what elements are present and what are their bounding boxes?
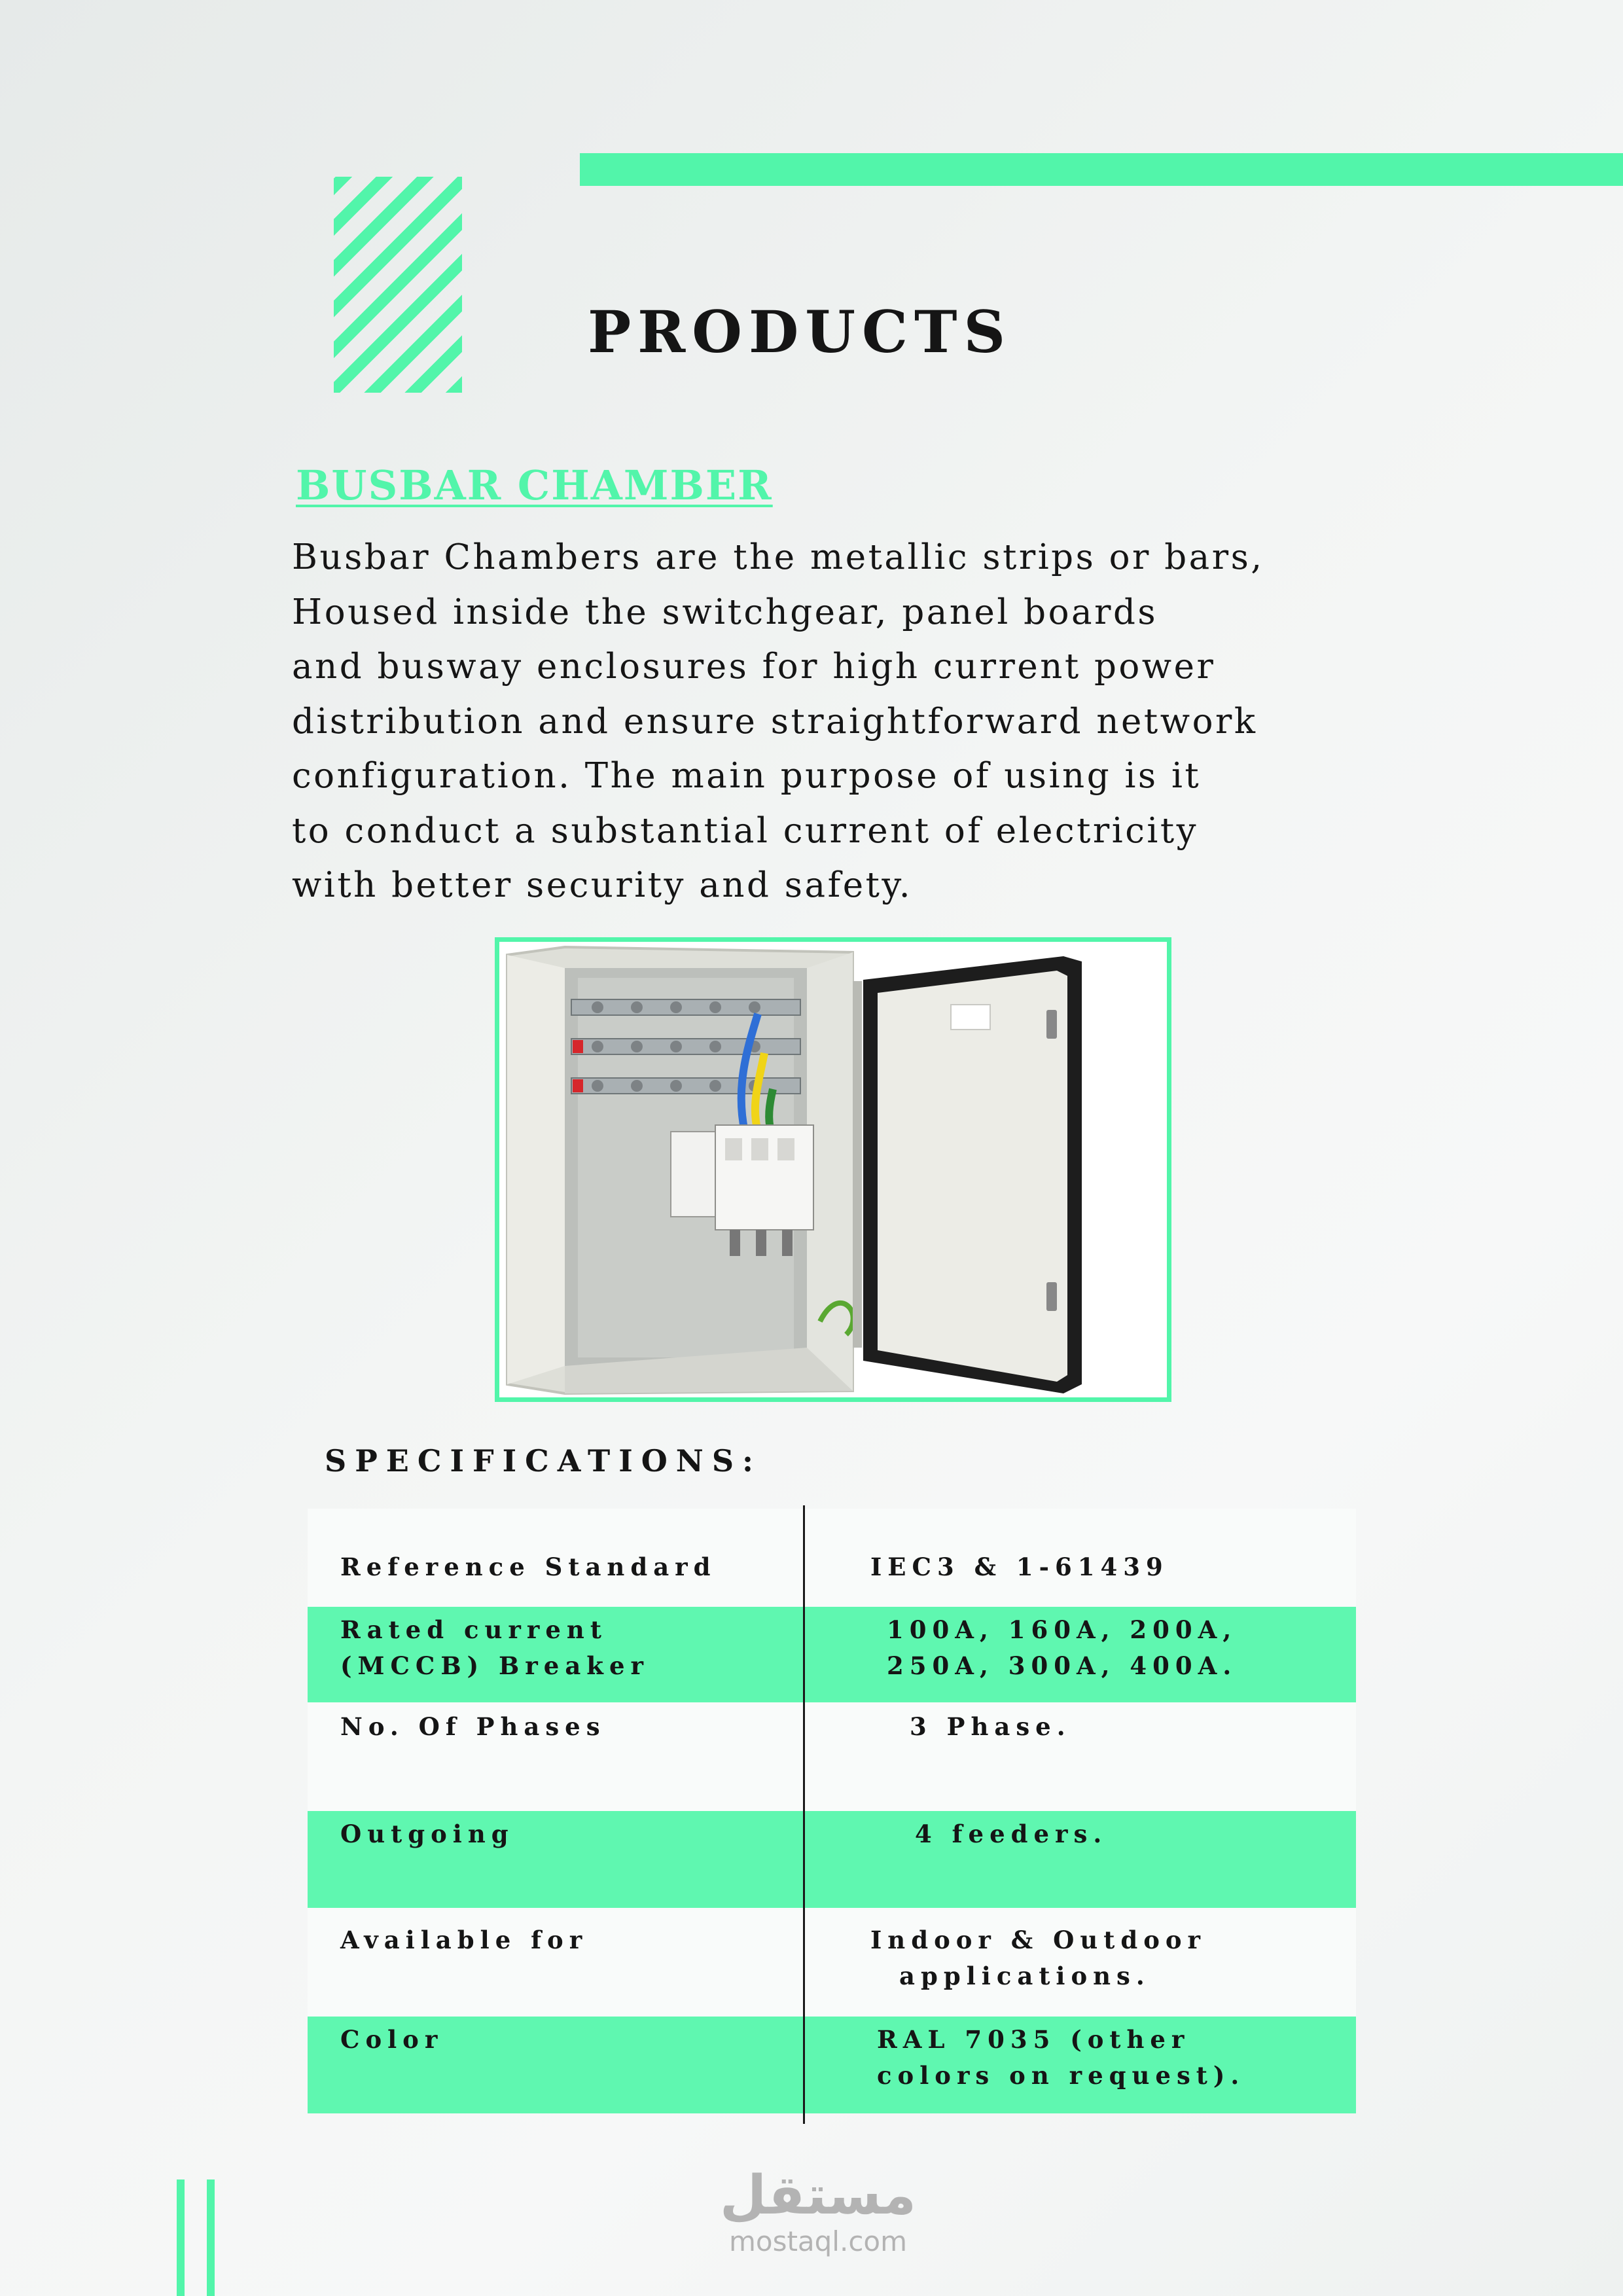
description-line: distribution and ensure straightforward network	[292, 701, 1258, 742]
description-line: and busway enclosures for high current power	[292, 647, 1216, 687]
open-door	[863, 956, 1082, 1393]
spec-label: No. Of Phases	[340, 1712, 606, 1741]
section-heading: BUSBAR CHAMBER	[296, 461, 773, 509]
table-row	[308, 1509, 1356, 1607]
watermark-arabic: مستقل	[720, 2164, 916, 2227]
spec-label: Outgoing	[340, 1820, 514, 1848]
busbar-chamber-illustration	[499, 942, 1167, 1397]
watermark-logo	[713, 2166, 923, 2258]
specifications-heading: SPECIFICATIONS:	[325, 1443, 762, 1479]
page-title: PRODUCTS	[588, 298, 1012, 366]
description-line: with better security and safety.	[292, 865, 913, 905]
spec-value: RAL 7035 (other colors on request).	[877, 2025, 1245, 2090]
description-line: Busbar Chambers are the metallic strips or bars,	[292, 537, 1264, 577]
description-line: configuration. The main purpose of using is it	[292, 756, 1202, 796]
product-description	[292, 530, 1404, 913]
spec-label: Reference Standard	[340, 1552, 717, 1581]
spec-value: 3 Phase.	[910, 1712, 1071, 1741]
decorative-vertical-line	[207, 2179, 215, 2296]
table-row	[308, 2017, 1356, 2113]
striped-decoration	[334, 177, 462, 393]
top-accent-bar	[580, 153, 1623, 186]
spec-value: 4 feeders.	[915, 1820, 1108, 1848]
spec-label: Color	[340, 2025, 444, 2054]
watermark-latin: mostaql.com	[728, 2225, 908, 2257]
spec-value: 100A, 160A, 200A, 250A, 300A, 400A.	[887, 1615, 1238, 1680]
spec-value: Indoor & Outdoor applications.	[870, 1926, 1207, 1990]
spec-value: IEC3 & 1-61439	[870, 1552, 1169, 1581]
busbars	[571, 999, 800, 1094]
table-row	[308, 1811, 1356, 1908]
table-column-divider	[803, 1505, 805, 2124]
specifications-table	[308, 1509, 1356, 2113]
busbar-chamber-photo	[495, 937, 1171, 1402]
table-row	[308, 1908, 1356, 2017]
spec-label: Available for	[340, 1926, 588, 1954]
description-line: to conduct a substantial current of electricity	[292, 810, 1199, 851]
table-row	[308, 1607, 1356, 1702]
table-row	[308, 1702, 1356, 1811]
description-line: Housed inside the switchgear, panel boards	[292, 592, 1158, 632]
decorative-vertical-line	[177, 2179, 185, 2296]
spec-label: Rated current (MCCB) Breaker	[340, 1615, 649, 1680]
